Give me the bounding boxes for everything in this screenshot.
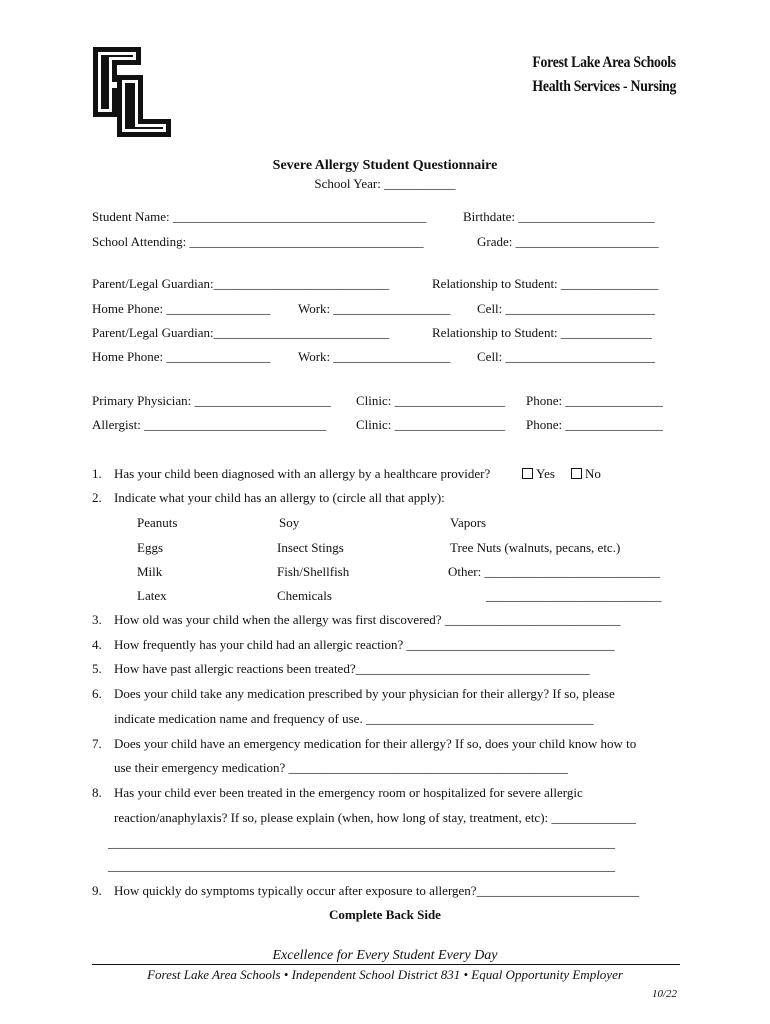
no-checkbox[interactable] — [571, 468, 582, 479]
q8-number: 8. — [92, 785, 102, 800]
relationship2-field[interactable]: Relationship to Student: ______________ — [432, 325, 652, 340]
q1-yes-option[interactable] — [522, 466, 555, 482]
guardian1-field[interactable]: Parent/Legal Guardian:___________________________ — [92, 276, 390, 291]
q1-number: 1. — [92, 466, 102, 481]
relationship1-field[interactable]: Relationship to Student: _______________ — [432, 276, 659, 291]
q8-answer-line-1[interactable]: ______________________________________________________________________________ — [108, 835, 615, 850]
q7-text: Does your child have an emergency medication for their allergy? If so, does your child know how to — [114, 736, 637, 751]
home-phone2-field[interactable]: Home Phone: ________________ — [92, 349, 271, 364]
q6-text: Does your child take any medication prescribed by your physician for their allergy? If so, please — [114, 686, 615, 701]
clinic1-field[interactable]: Clinic: _________________ — [356, 393, 506, 408]
allergen-insect-stings[interactable]: Insect Stings — [277, 540, 344, 555]
q7-field[interactable]: use their emergency medication? ___________________________________________ — [114, 760, 568, 775]
org-department: Health Services - Nursing — [532, 78, 676, 95]
student-name-field[interactable]: Student Name: _______________________________________ — [92, 209, 427, 224]
q8-text: Has your child ever been treated in the emergency room or hospitalized for severe allergic — [114, 785, 583, 800]
footer-divider — [92, 964, 680, 965]
q2-number: 2. — [92, 490, 102, 505]
allergen-chemicals[interactable]: Chemicals — [277, 588, 332, 603]
allergen-other-line[interactable]: ___________________________ — [486, 588, 662, 603]
yes-checkbox[interactable] — [522, 468, 533, 479]
q3-number: 3. — [92, 612, 102, 627]
yes-label: Yes — [536, 466, 555, 481]
q6-field[interactable]: indicate medication name and frequency of use. ___________________________________ — [114, 711, 594, 726]
org-name: Forest Lake Area Schools — [532, 54, 676, 71]
footer-motto: Excellence for Every Student Every Day — [272, 948, 498, 963]
q9-field[interactable]: How quickly do symptoms typically occur after exposure to allergen?_________________________ — [114, 883, 640, 898]
footer-org-line: Forest Lake Area Schools • Independent School District 831 • Equal Opportunity Employer — [147, 967, 623, 982]
allergen-latex[interactable]: Latex — [137, 588, 167, 603]
cell2-field[interactable]: Cell: _______________________ — [477, 349, 656, 364]
allergen-milk[interactable]: Milk — [137, 564, 163, 579]
q9-number: 9. — [92, 883, 102, 898]
q5-field[interactable]: How have past allergic reactions been treated?____________________________________ — [114, 661, 590, 676]
grade-field[interactable]: Grade: ______________________ — [477, 234, 659, 249]
cell1-field[interactable]: Cell: _______________________ — [477, 301, 656, 316]
school-logo — [92, 46, 172, 138]
school-year-field[interactable]: School Year: ___________ — [314, 176, 456, 191]
q8-answer-line-2[interactable]: ______________________________________________________________________________ — [108, 858, 615, 873]
phone2-field[interactable]: Phone: _______________ — [526, 417, 663, 432]
q8-field[interactable]: reaction/anaphylaxis? If so, please explain (when, how long of stay, treatment, etc): _____________ — [114, 810, 636, 825]
allergen-peanuts[interactable]: Peanuts — [137, 515, 178, 530]
complete-back-side: Complete Back Side — [329, 907, 441, 922]
allergist-field[interactable]: Allergist: ____________________________ — [92, 417, 327, 432]
q5-number: 5. — [92, 661, 102, 676]
q1-no-option[interactable] — [571, 466, 601, 482]
q2-text: Indicate what your child has an allergy to (circle all that apply): — [114, 490, 445, 505]
physician-field[interactable]: Primary Physician: _____________________ — [92, 393, 332, 408]
allergen-fish-shellfish[interactable]: Fish/Shellfish — [277, 564, 350, 579]
home-phone1-field[interactable]: Home Phone: ________________ — [92, 301, 271, 316]
q4-field[interactable]: How frequently has your child had an allergic reaction? ________________________________ — [114, 637, 615, 652]
q1-text: Has your child been diagnosed with an allergy by a healthcare provider? — [114, 466, 491, 481]
q4-number: 4. — [92, 637, 102, 652]
q6-number: 6. — [92, 686, 102, 701]
form-version: 10/22 — [652, 988, 678, 1000]
allergen-vapors[interactable]: Vapors — [450, 515, 487, 530]
work1-field[interactable]: Work: __________________ — [298, 301, 451, 316]
clinic2-field[interactable]: Clinic: _________________ — [356, 417, 506, 432]
guardian2-field[interactable]: Parent/Legal Guardian:___________________________ — [92, 325, 390, 340]
allergen-soy[interactable]: Soy — [279, 515, 300, 530]
fl-logo-icon — [92, 46, 172, 138]
q7-number: 7. — [92, 736, 102, 751]
phone1-field[interactable]: Phone: _______________ — [526, 393, 663, 408]
allergen-other-field[interactable]: Other: ___________________________ — [448, 564, 660, 579]
form-title: Severe Allergy Student Questionnaire — [272, 158, 498, 173]
allergen-tree-nuts[interactable]: Tree Nuts (walnuts, pecans, etc.) — [450, 540, 621, 555]
school-attending-field[interactable]: School Attending: ____________________________________ — [92, 234, 424, 249]
work2-field[interactable]: Work: __________________ — [298, 349, 451, 364]
birthdate-field[interactable]: Birthdate: _____________________ — [463, 209, 655, 224]
allergen-eggs[interactable]: Eggs — [137, 540, 163, 555]
no-label: No — [585, 466, 601, 481]
q3-field[interactable]: How old was your child when the allergy was first discovered? ___________________________ — [114, 612, 621, 627]
